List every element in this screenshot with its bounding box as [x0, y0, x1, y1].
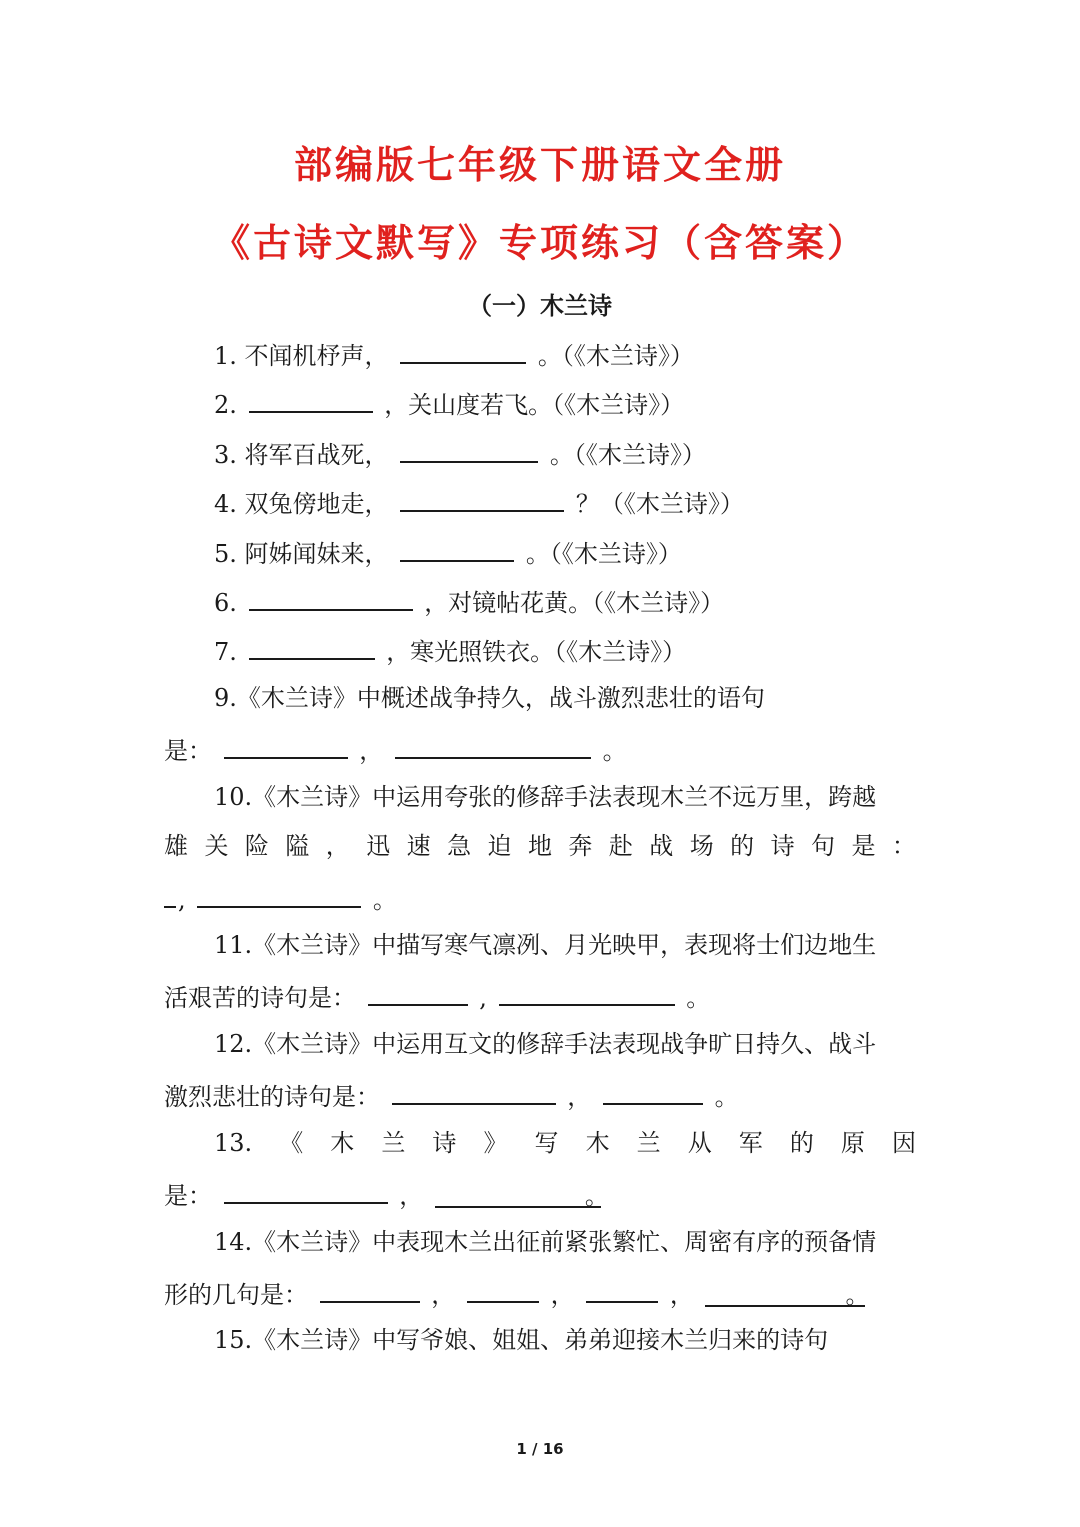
question-number: 5.	[214, 540, 237, 568]
question-char: 从	[687, 1129, 712, 1157]
question-char: 隘	[285, 832, 310, 860]
question-11-line1: 11.《木兰诗》中描写寒气凛冽、月光映甲，表现将士们边地生	[214, 931, 877, 959]
question-char: 兰	[636, 1129, 661, 1157]
answer-blank[interactable]	[320, 1275, 420, 1303]
question-char: 《	[279, 1129, 304, 1157]
question-text: 活艰苦的诗句是：	[164, 984, 356, 1012]
question-7	[214, 632, 686, 664]
question-char: 兰	[381, 1129, 406, 1157]
question-number: 4.	[214, 490, 237, 518]
question-char: 雄	[164, 832, 188, 860]
question-char: 险	[244, 832, 269, 860]
question-text: ，寒光照铁衣。（《木兰诗》）	[386, 638, 687, 666]
question-char: 》	[483, 1129, 508, 1157]
question-14-line1: 14.《木兰诗》中表现木兰出征前紧张繁忙、周密有序的预备情	[214, 1228, 877, 1256]
question-char: 原	[840, 1129, 865, 1157]
document-title-line2: 《古诗文默写》专项练习（含答案）	[211, 220, 868, 265]
separator: ,	[178, 886, 186, 914]
question-char: 的	[789, 1129, 814, 1157]
question-char: 场	[689, 832, 714, 860]
question-9-line2	[164, 731, 627, 763]
question-text: 将军百战死，	[244, 441, 389, 469]
question-text: ，对镜帖花黄。（《木兰诗》）	[424, 589, 725, 617]
question-text: 双兔傍地走，	[244, 490, 389, 518]
question-char: ，	[325, 832, 350, 860]
separator: ，	[399, 1182, 424, 1210]
question-10-line1: 10.《木兰诗》中运用夸张的修辞手法表现木兰不远万里，跨越	[214, 783, 877, 811]
answer-blank[interactable]	[400, 435, 538, 463]
answer-blank[interactable]	[435, 1180, 609, 1210]
answer-blank[interactable]	[249, 385, 373, 413]
answer-blank[interactable]	[249, 632, 375, 660]
question-char: 的	[730, 832, 755, 860]
answer-blank[interactable]	[392, 1077, 556, 1105]
question-11-line2	[164, 978, 710, 1010]
question-char: 句	[811, 832, 835, 860]
answer-blank[interactable]	[249, 583, 413, 611]
question-text: 。（《木兰诗》）	[537, 342, 694, 370]
question-char: 诗	[432, 1129, 457, 1157]
separator: ,	[479, 984, 487, 1012]
question-text: 。	[714, 1083, 739, 1111]
answer-blank[interactable]	[395, 731, 591, 759]
question-10-line3	[164, 880, 397, 912]
question-number: 3.	[214, 441, 237, 469]
question-text: 不闻机杼声，	[244, 342, 389, 370]
question-number: 1.	[214, 342, 237, 370]
question-text: 。（《木兰诗》）	[549, 441, 706, 469]
question-char: 地	[527, 832, 552, 860]
question-15-line1: 15.《木兰诗》中写爷娘、姐姐、弟弟迎接木兰归来的诗句	[214, 1326, 829, 1354]
question-12-line1: 12.《木兰诗》中运用互文的修辞手法表现战争旷日持久、战斗	[214, 1030, 877, 1058]
answer-blank[interactable]	[586, 1275, 658, 1303]
question-text: 阿姊闻妹来，	[244, 540, 389, 568]
answer-blank[interactable]	[197, 880, 361, 908]
separator: ，	[431, 1281, 456, 1309]
question-char: 木	[330, 1129, 355, 1157]
question-text: 。	[602, 737, 627, 765]
question-1	[214, 336, 694, 368]
answer-blank[interactable]	[400, 484, 564, 512]
question-text: ？（《木兰诗》）	[575, 490, 744, 518]
section-heading: （一）木兰诗	[468, 291, 612, 320]
question-text: 是：	[164, 737, 212, 765]
question-char: 写	[534, 1129, 559, 1157]
question-char: 速	[406, 832, 431, 860]
question-char: 战	[649, 832, 674, 860]
separator: ，	[550, 1281, 575, 1309]
question-3	[214, 435, 706, 467]
answer-blank[interactable]	[164, 880, 176, 908]
question-4	[214, 484, 744, 516]
answer-blank[interactable]	[705, 1279, 870, 1309]
question-text: 形的几句是：	[164, 1281, 308, 1309]
question-char: ：	[891, 832, 916, 860]
separator: ，	[669, 1281, 694, 1309]
question-char: 木	[585, 1129, 610, 1157]
separator: ，	[359, 737, 384, 765]
question-char: 诗	[770, 832, 795, 860]
question-text: 。	[686, 984, 711, 1012]
question-text: ，关山度若飞。（《木兰诗》）	[384, 391, 685, 419]
question-text: 。	[584, 1182, 609, 1210]
question-char: 奔	[568, 832, 593, 860]
question-6	[214, 583, 724, 615]
answer-blank[interactable]	[400, 534, 514, 562]
question-13-line2	[164, 1176, 609, 1210]
question-char: 迫	[487, 832, 512, 860]
question-number: 2.	[214, 391, 237, 419]
question-14-line2	[164, 1275, 869, 1307]
question-char: 因	[891, 1129, 916, 1157]
answer-blank[interactable]	[603, 1077, 703, 1105]
question-char: 急	[447, 832, 472, 860]
question-char: 赴	[608, 832, 633, 860]
question-12-line2	[164, 1077, 739, 1109]
question-2	[214, 385, 684, 417]
question-5	[214, 534, 682, 566]
page-number: 1 / 16	[516, 1440, 564, 1458]
answer-blank[interactable]	[224, 1176, 388, 1204]
question-number: 6.	[214, 589, 237, 617]
question-char: 13.	[214, 1129, 253, 1157]
question-10-line2	[164, 830, 916, 862]
question-text: 是：	[164, 1182, 212, 1210]
question-text: 激烈悲壮的诗句是：	[164, 1083, 380, 1111]
question-text: 。（《木兰诗》）	[525, 540, 682, 568]
question-13-line1	[214, 1127, 916, 1159]
question-number: 7.	[214, 638, 237, 666]
question-9-line1: 9.《木兰诗》中概述战争持久，战斗激烈悲壮的语句	[214, 684, 765, 712]
separator: ，	[567, 1083, 592, 1111]
document-title-line1: 部编版七年级下册语文全册	[293, 142, 786, 187]
answer-blank[interactable]	[499, 978, 675, 1006]
answer-blank[interactable]	[368, 978, 468, 1006]
question-char: 关	[204, 832, 229, 860]
answer-blank[interactable]	[224, 731, 348, 759]
question-char: 军	[738, 1129, 763, 1157]
question-char: 是	[851, 832, 876, 860]
question-text: 。	[372, 886, 397, 914]
answer-blank[interactable]	[467, 1275, 539, 1303]
answer-blank[interactable]	[400, 336, 526, 364]
question-text: 。	[845, 1281, 870, 1309]
question-char: 迅	[366, 832, 391, 860]
